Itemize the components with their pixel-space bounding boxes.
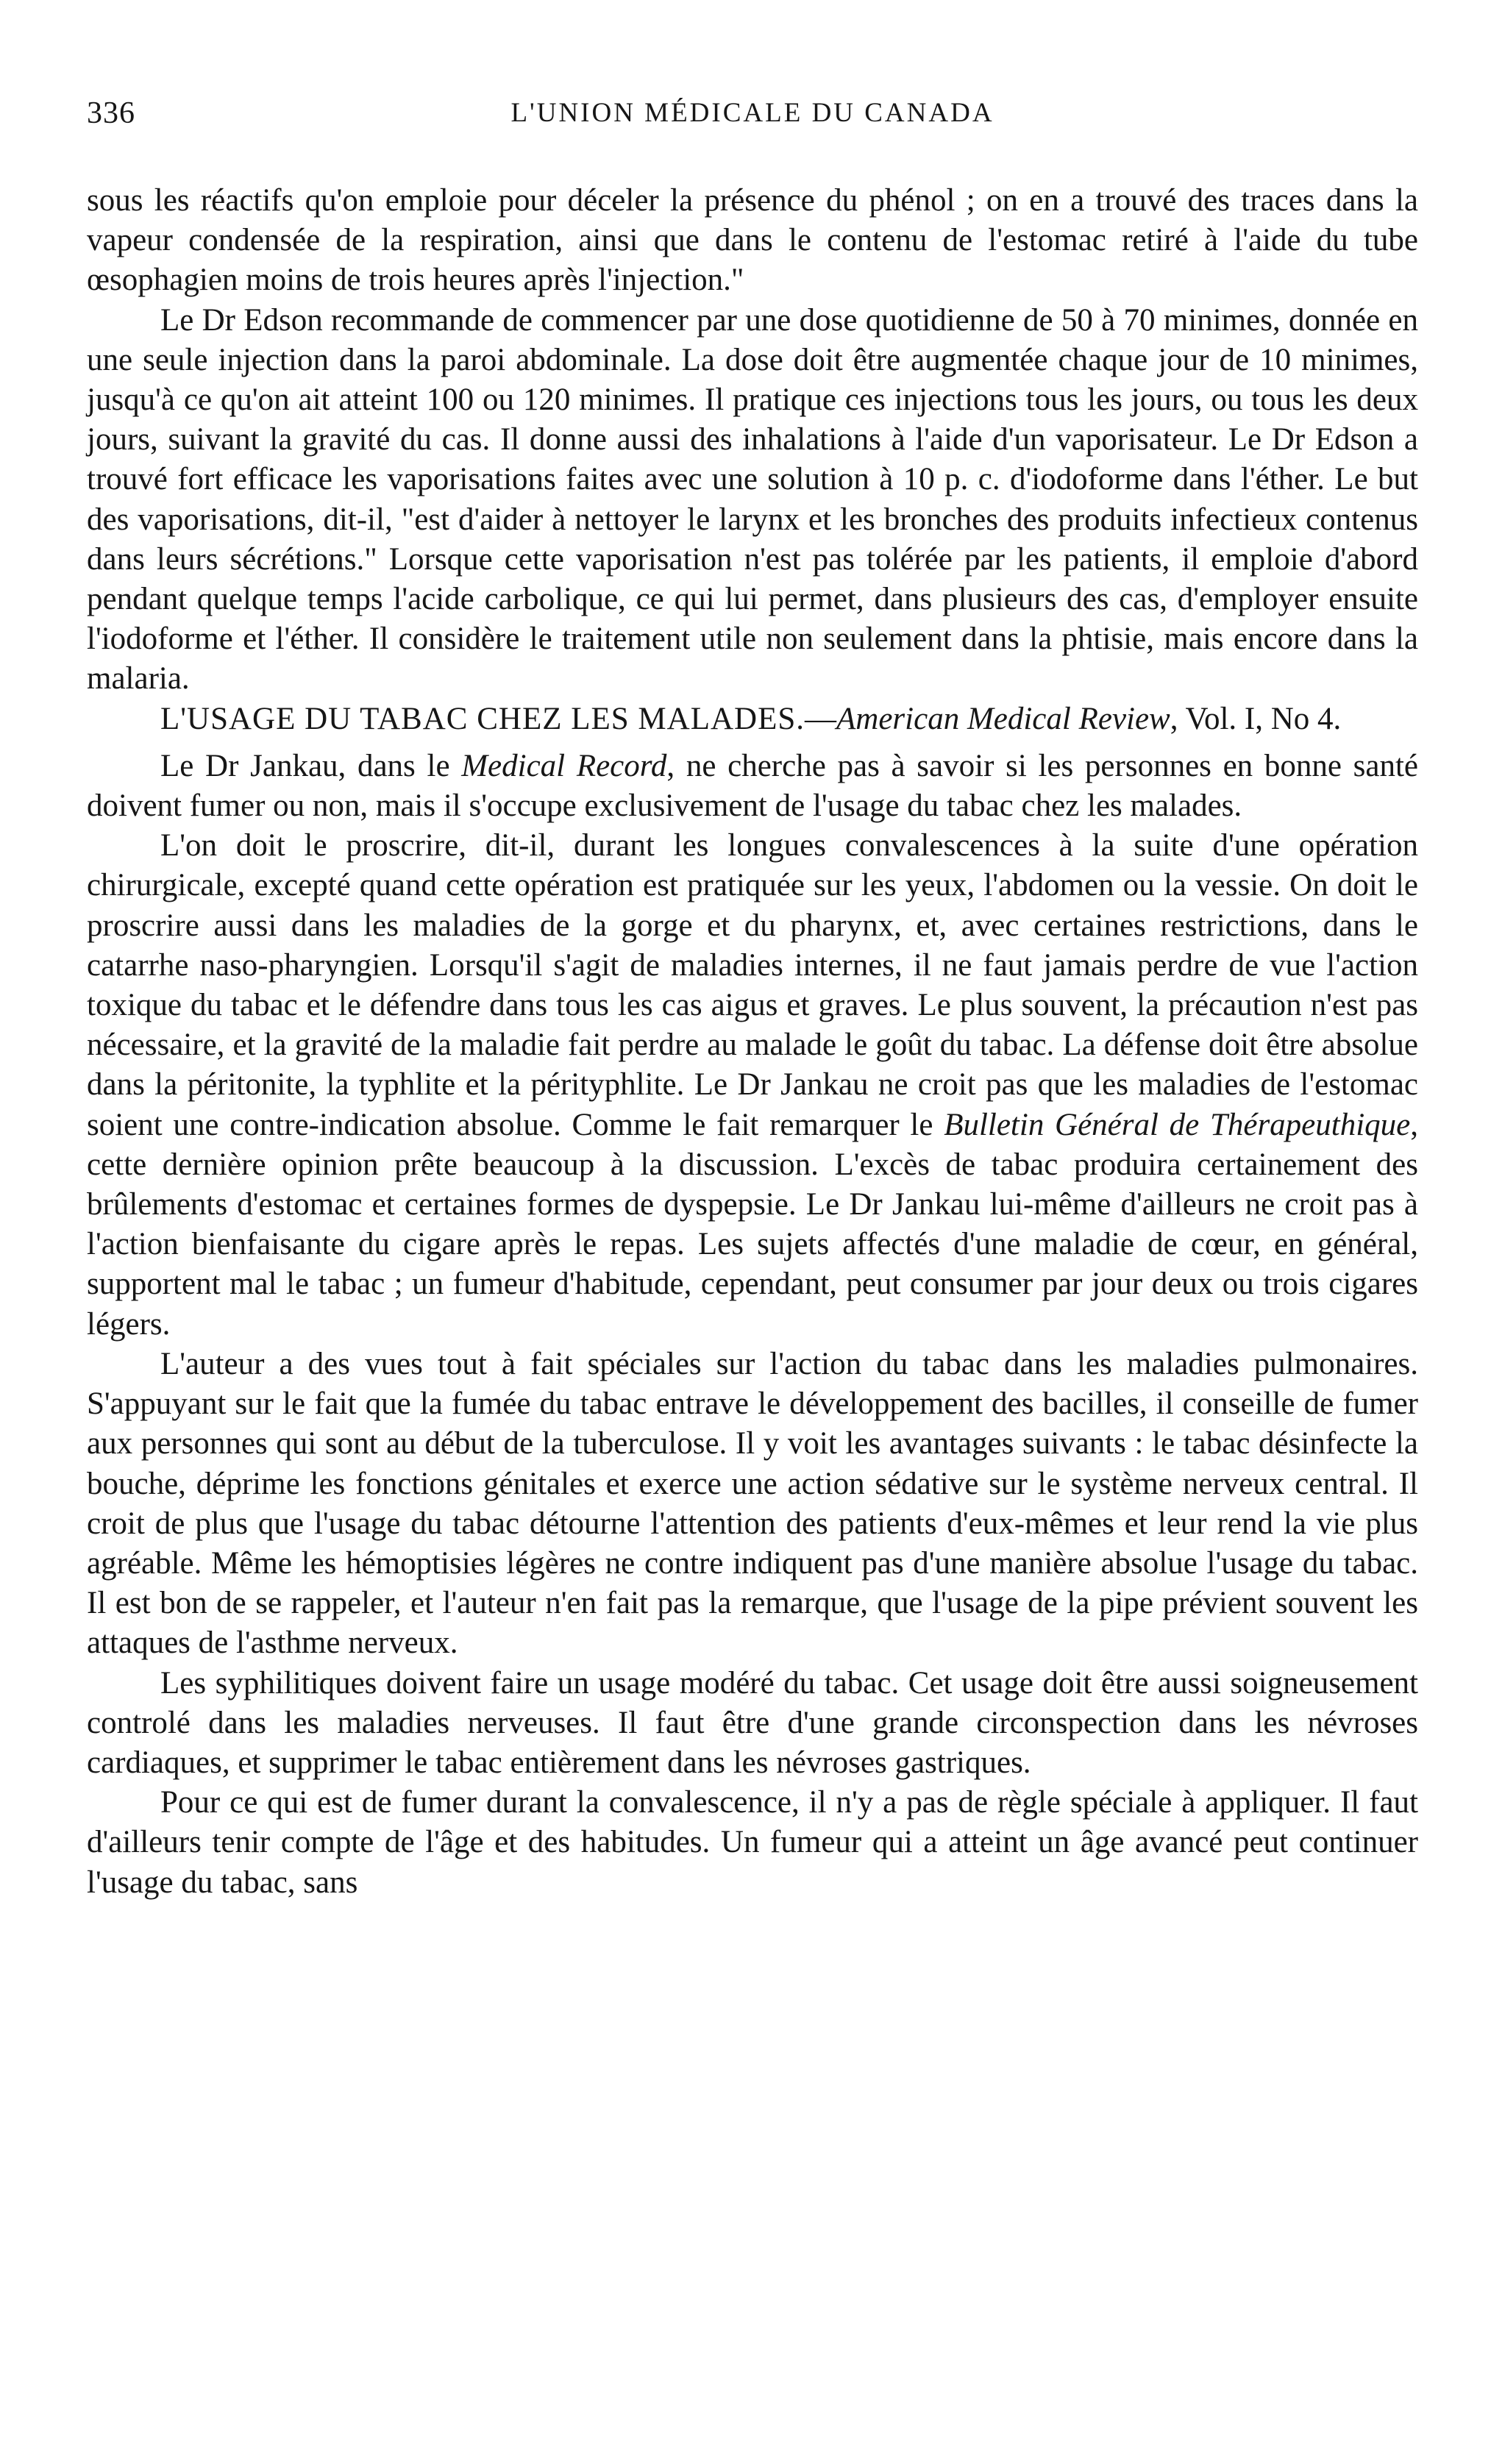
paragraph-pulmonary: L'auteur a des vues tout à fait spéciales sur l'action du tabac dans les maladies pulmonaires. S'appuyant sur le fait que la fumée du tabac entrave le développement des bacilles, il conseille de fumer aux personnes qui sont au début de la tuberculose. Il y voit les avantages suivants : le tabac désinfecte la bouche, déprime les fonctions génitales et exerce une action sédative sur le système nerveux central. Il croit de plus que l'usage du tabac détourne l'attention des patients d'eux-mêmes et leur rend la vie plus agréable. Même les hémoptisies légères ne contre indiquent pas d'une manière absolue l'usage du tabac. Il est bon de se rappeler, et l'auteur n'en fait pas la remarque, que l'usage de la pipe prévient souvent les attaques de l'asthme nerveux. <box>87 1346 1418 1661</box>
article-body <box>87 181 1418 1903</box>
heading-spacer <box>87 739 1418 747</box>
journal-page <box>87 96 1418 1903</box>
running-title: L'UNION MÉDICALE DU CANADA <box>510 98 994 128</box>
medical-record-title: Medical Record <box>461 748 667 783</box>
paragraph-proscription-start: L'on doit le proscrire, dit-il, durant les longues convalescences à la suite d'une opération chirurgicale, excepté quand cette opération est pratiquée sur les yeux, l'abdomen ou la vessie. On doit le proscrire aussi dans les maladies de la gorge et du pharynx, et, avec certaines restrictions, dans le catarrhe naso-pharyngien. Lorsqu'il s'agit de maladies internes, il ne faut jamais perdre de vue l'action toxique du tabac et le défendre dans tous les cas aigus et graves. Le plus souvent, la précaution n'est pas nécessaire, et la gravité de la maladie fait perdre au malade le goût du tabac. La défense doit être absolue dans la péritonite, la typhlite et la pérityphlite. Le Dr Jankau ne croit pas que les maladies de l'estomac soient une contre-indication absolue. Comme le fait remarquer le <box>87 828 1418 1142</box>
paragraph-convalescence: Pour ce qui est de fumer durant la convalescence, il n'y a pas de règle spéciale à appliquer. Il faut d'ailleurs tenir compte de l'âge et des habitudes. Un fumeur qui a atteint un âge avancé peut continuer l'usage du tabac, sans <box>87 1785 1418 1900</box>
paragraph-proscription-end: , cette dernière opinion prête beaucoup à la discussion. L'excès de tabac produira certainement des brûlements d'estomac et certaines formes de dyspepsie. Le Dr Jankau lui-même d'ailleurs ne croit pas à l'action bienfaisante du cigare après le repas. Les sujets affectés d'une maladie de cœur, en général, supportent mal le tabac ; un fumeur d'habitude, cependant, peut consumer par jour deux ou trois cigares légers. <box>87 1107 1418 1342</box>
paragraph-jankau-intro <box>87 747 1418 826</box>
bulletin-title: Bulletin Général de Thérapeuthique <box>944 1107 1411 1142</box>
paragraph-syphilitic: Les syphilitiques doivent faire un usage modéré du tabac. Cet usage doit être aussi soigneusement controlé dans les maladies nerveuses. Il faut être d'une grande circonspection dans les névroses cardiaques, et supprimer le tabac entièrement dans les névroses gastriques. <box>87 1665 1418 1780</box>
paragraph-continuation: sous les réactifs qu'on emploie pour déceler la présence du phénol ; on en a trouvé des traces dans la vapeur condensée de la respiration, ainsi que dans le contenu de l'estomac retiré à l'aide du tube œsophagien moins de trois heures après l'injection." <box>87 183 1418 298</box>
page-number: 336 <box>87 96 135 130</box>
paragraph-edson-dosage: Le Dr Edson recommande de commencer par une dose quotidienne de 50 à 70 minimes, donnée en une seule injection dans la paroi abdominale. La dose doit être augmentée chaque jour de 10 minimes, jusqu'à ce qu'on ait atteint 100 ou 120 minimes. Il pratique ces injections tous les jours, ou tous les deux jours, suivant la gravité du cas. Il donne aussi des inhalations à l'aide d'un vaporisateur. Le Dr Edson a trouvé fort efficace les vaporisations faites avec une solution à 10 p. c. d'iodoforme dans l'éther. Le but des vaporisations, dit-il, "est d'aider à nettoyer le larynx et les bronches des produits infectieux contenus dans leurs sécrétions." Lorsque cette vaporisation n'est pas tolérée par les patients, il emploie d'abord pendant quelque temps l'acide carbolique, ce qui lui permet, dans plusieurs des cas, d'employer ensuite l'iodoforme et l'éther. Il considère le traitement utile non seulement dans la phtisie, mais encore dans la malaria. <box>87 302 1418 697</box>
section-heading-dash: — <box>805 701 837 736</box>
paragraph-jankau-intro-end: , ne cherche pas à savoir si les personnes en bonne santé doivent fumer ou non, mais il s'occupe exclusivement de l'usage du tabac chez les malades. <box>87 748 1419 824</box>
paragraph-proscription <box>87 826 1418 1345</box>
page-header <box>87 96 1418 147</box>
section-heading <box>87 699 1418 739</box>
paragraph-jankau-intro-start: Le Dr Jankau, dans le <box>160 748 462 783</box>
section-source-journal: American Medical Review <box>836 701 1170 736</box>
section-heading-title: L'USAGE DU TABAC CHEZ LES MALADES. <box>160 701 805 736</box>
section-source-volume: , Vol. I, No 4. <box>1170 701 1342 736</box>
